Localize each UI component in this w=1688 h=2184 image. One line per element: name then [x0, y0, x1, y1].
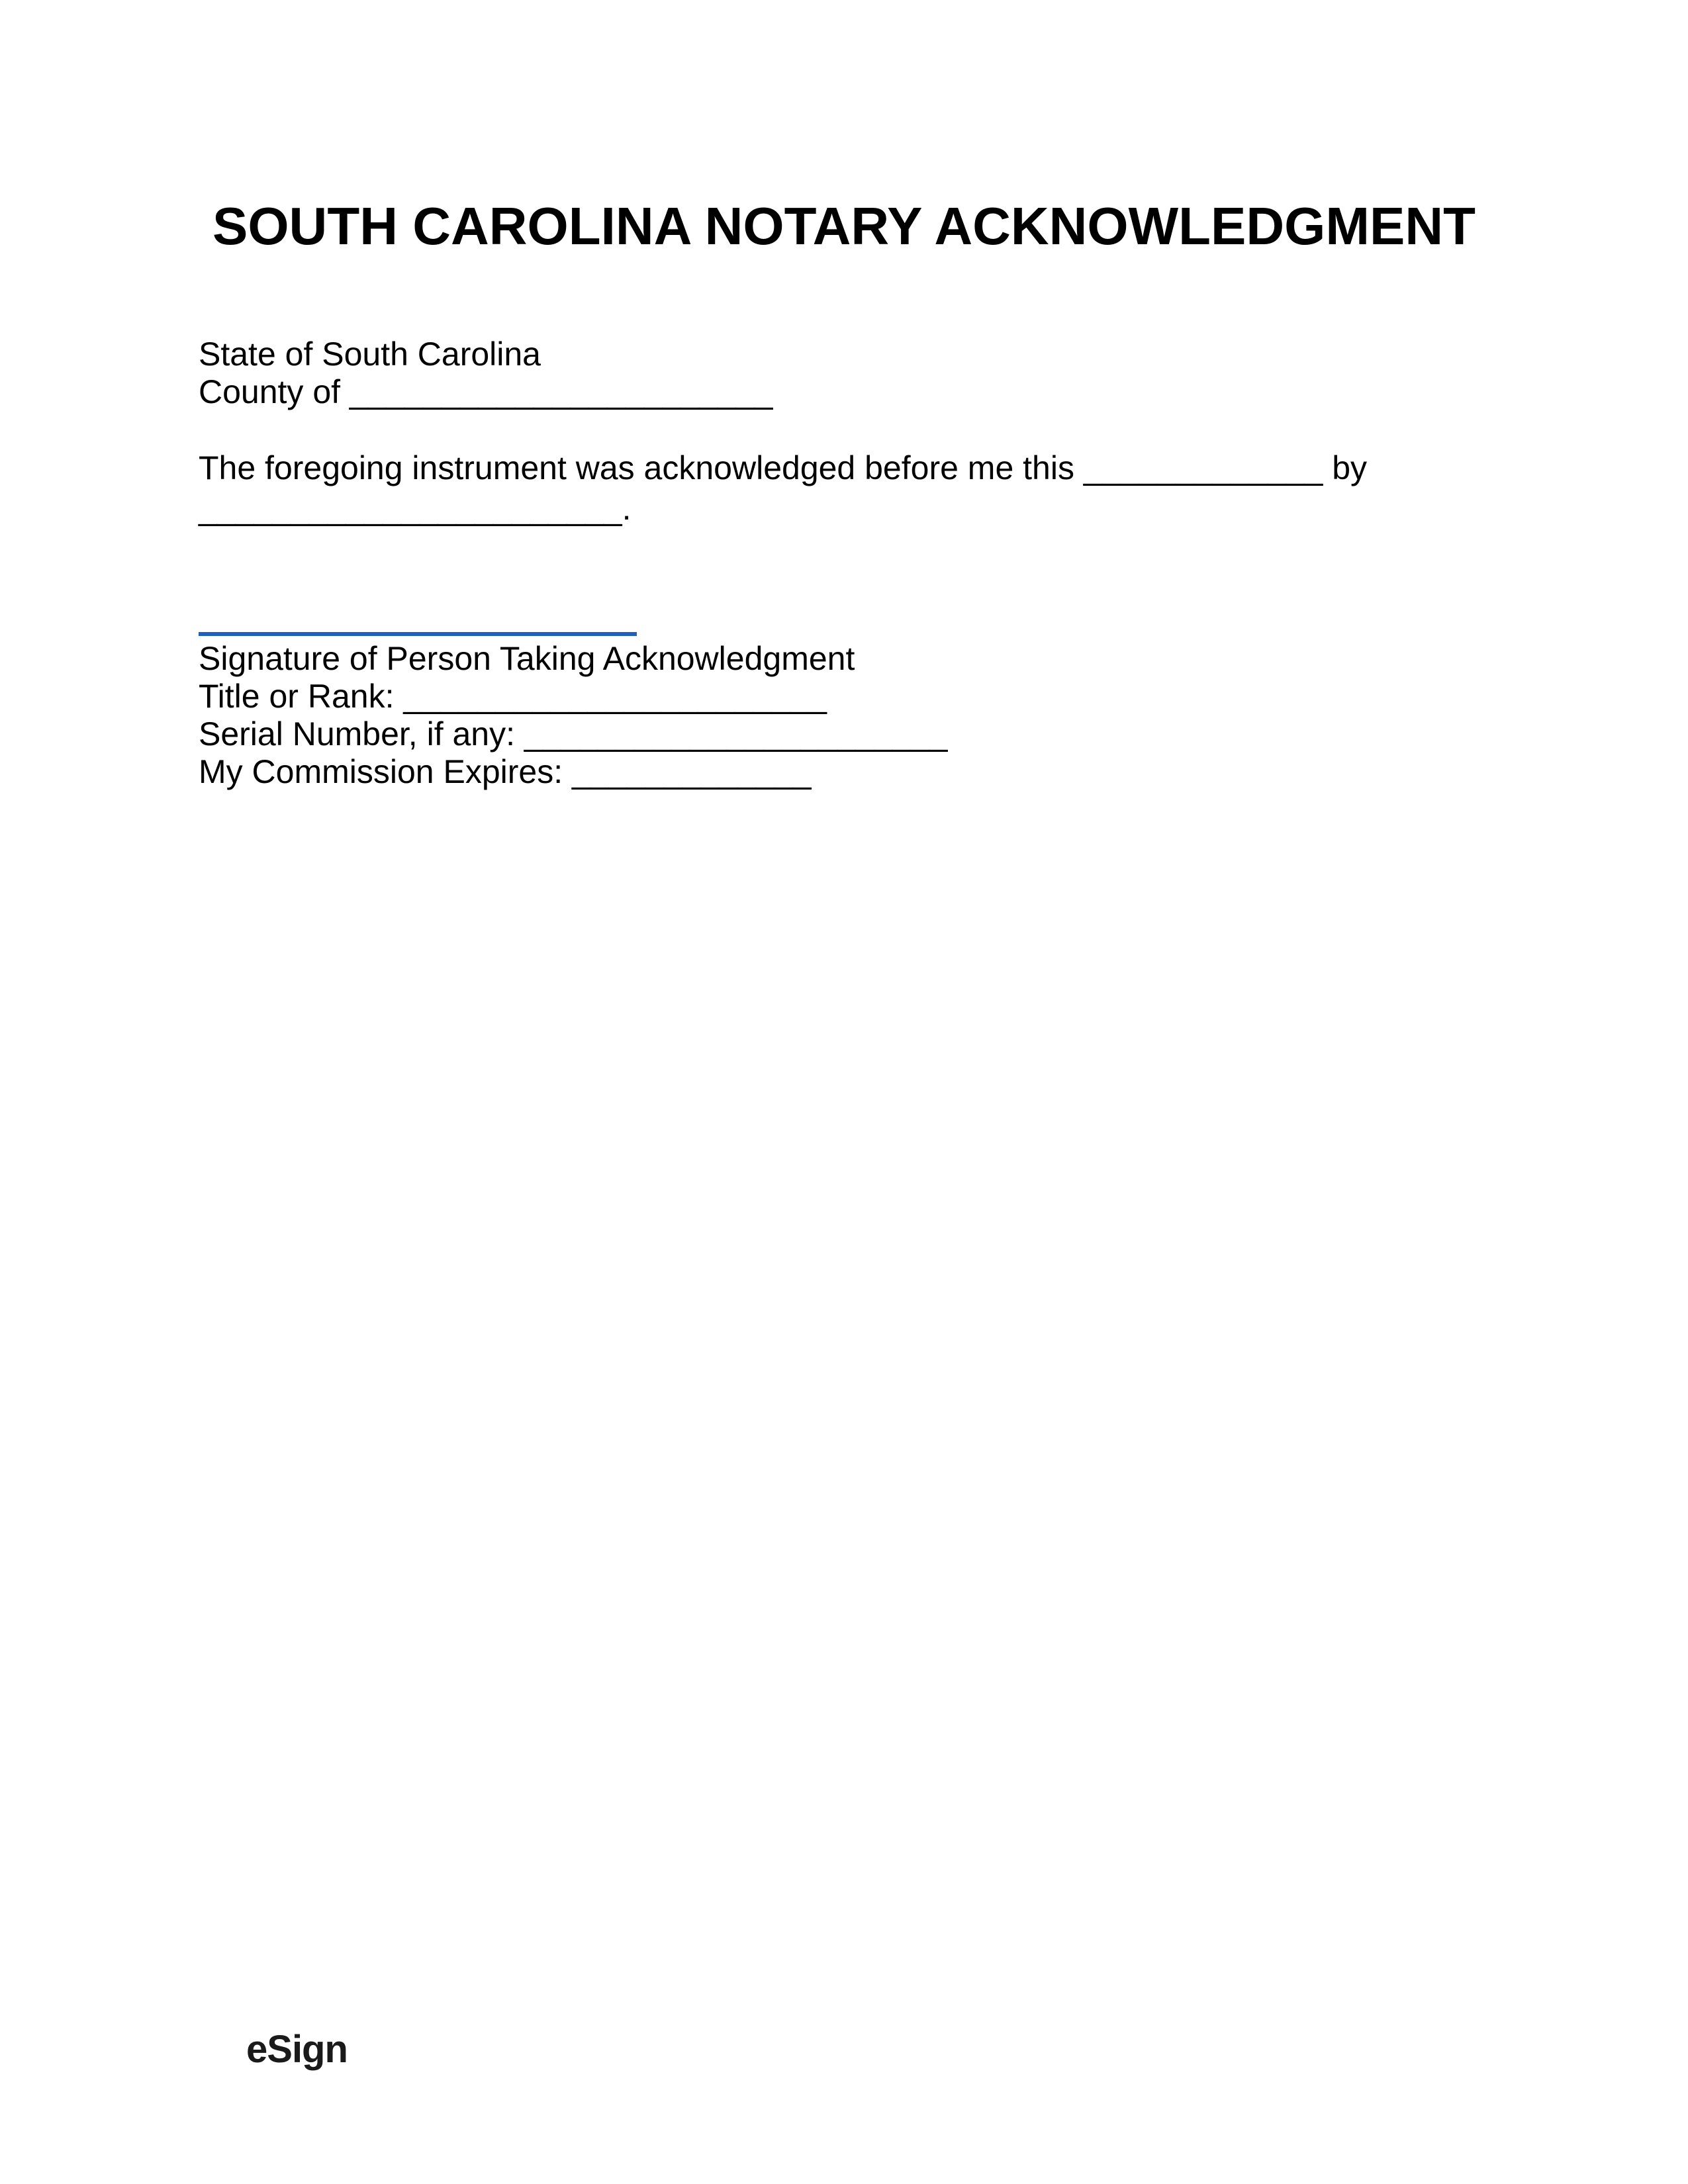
title-rank-line	[199, 677, 827, 715]
title-rank-blank[interactable]: _______________________	[403, 678, 827, 715]
commission-blank[interactable]: _____________	[572, 753, 812, 790]
by-text: by	[1323, 449, 1368, 486]
period-text: .	[622, 490, 632, 527]
acknowledgment-line	[199, 449, 1367, 487]
county-blank[interactable]: _______________________	[349, 373, 773, 410]
county-line	[199, 373, 773, 411]
serial-number-blank[interactable]: _______________________	[524, 715, 948, 752]
acknowledger-line	[199, 489, 631, 527]
county-label: County of	[199, 373, 350, 410]
commission-line	[199, 752, 812, 791]
title-rank-label: Title or Rank:	[199, 678, 404, 715]
esign-logo: eSign	[246, 2028, 348, 2071]
signature-label: Signature of Person Taking Acknowledgment	[199, 640, 855, 677]
date-blank[interactable]: _____________	[1083, 449, 1323, 486]
acknowledger-name-blank[interactable]: _______________________	[199, 490, 622, 527]
serial-number-label: Serial Number, if any:	[199, 715, 524, 752]
state-line: State of South Carolina	[199, 336, 541, 373]
acknowledgment-text: The foregoing instrument was acknowledged before me this	[199, 449, 1084, 486]
serial-number-line	[199, 715, 947, 753]
document-title: SOUTH CAROLINA NOTARY ACKNOWLEDGMENT	[212, 197, 1476, 255]
commission-label: My Commission Expires:	[199, 753, 572, 790]
signature-line[interactable]	[199, 632, 637, 636]
